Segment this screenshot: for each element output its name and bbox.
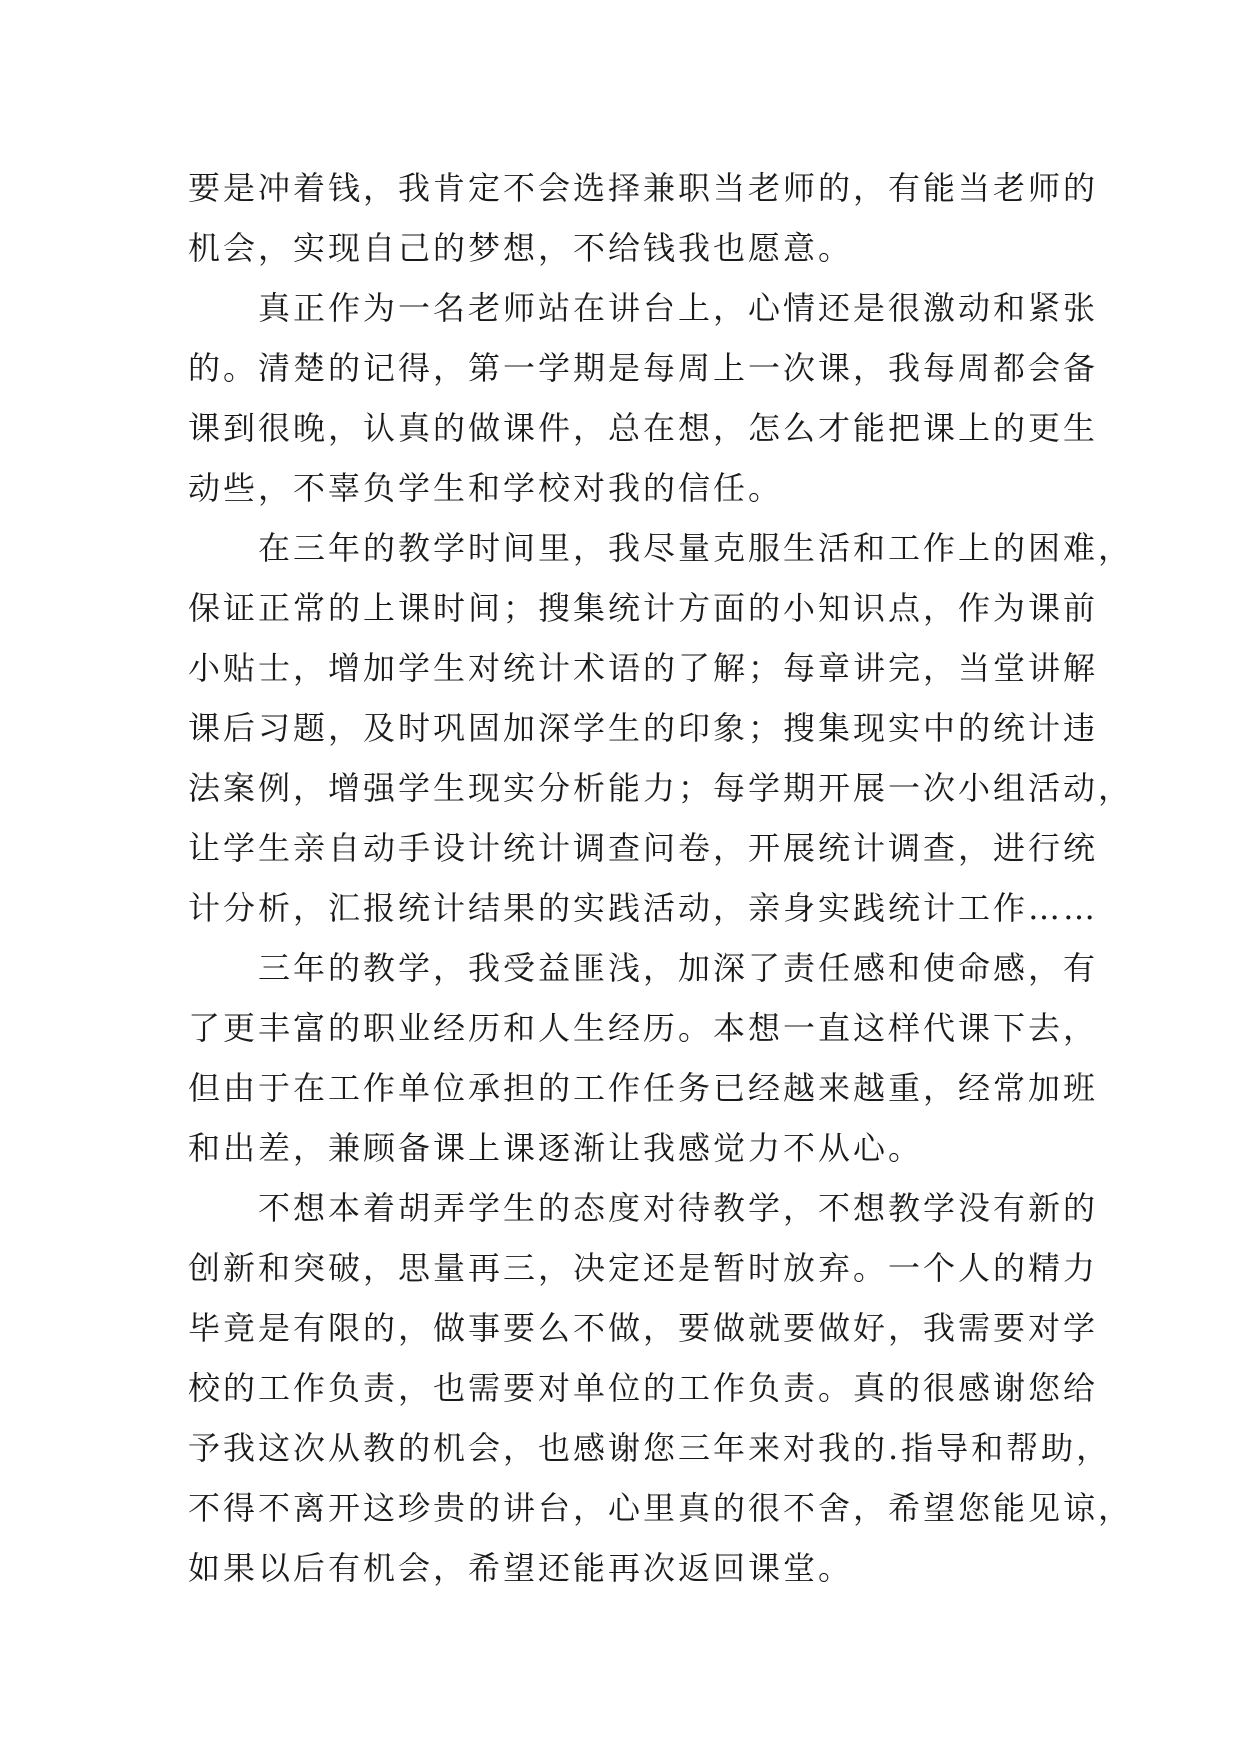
text-line: 动些，不辜负学生和学校对我的信任。 xyxy=(188,469,784,507)
text-line: 和出差，兼顾备课上课逐渐让我感觉力不从心。 xyxy=(188,1129,924,1167)
paragraph-start-line: 不想本着胡弄学生的态度对待教学，不想教学没有新的 xyxy=(258,1189,1099,1227)
text-line: 的。清楚的记得，第一学期是每周上一次课，我每周都会备 xyxy=(188,349,1099,387)
text-line: 保证正常的上课时间；搜集统计方面的小知识点，作为课前 xyxy=(188,589,1099,627)
paragraph-start-line: 真正作为一名老师站在讲台上，心情还是很激动和紧张 xyxy=(258,289,1099,327)
text-line: 校的工作负责，也需要对单位的工作负责。真的很感谢您给 xyxy=(188,1369,1099,1407)
text-line: 要是冲着钱，我肯定不会选择兼职当老师的，有能当老师的 xyxy=(188,169,1099,207)
text-line: 了更丰富的职业经历和人生经历。本想一直这样代课下去， xyxy=(188,1009,1099,1047)
text-line: 如果以后有机会，希望还能再次返回课堂。 xyxy=(188,1549,854,1587)
text-line: 毕竟是有限的，做事要么不做，要做就要做好，我需要对学 xyxy=(188,1309,1099,1347)
text-line: 小贴士，增加学生对统计术语的了解；每章讲完，当堂讲解 xyxy=(188,649,1099,687)
document-body xyxy=(188,158,1134,1598)
text-line: 课后习题，及时巩固加深学生的印象；搜集现实中的统计违 xyxy=(188,709,1099,747)
text-line: 不得不离开这珍贵的讲台，心里真的很不舍，希望您能见谅， xyxy=(188,1489,1134,1527)
text-line: 予我这次从教的机会，也感谢您三年来对我的.指导和帮助， xyxy=(188,1429,1112,1467)
text-line: 让学生亲自动手设计统计调查问卷，开展统计调查，进行统 xyxy=(188,829,1099,867)
paragraph-start-line: 三年的教学，我受益匪浅，加深了责任感和使命感，有 xyxy=(258,949,1099,987)
text-line: 机会，实现自己的梦想，不给钱我也愿意。 xyxy=(188,229,854,267)
text-line: 创新和突破，思量再三，决定还是暂时放弃。一个人的精力 xyxy=(188,1249,1099,1287)
paragraph-start-line: 在三年的教学时间里，我尽量克服生活和工作上的困难， xyxy=(258,529,1134,567)
text-line: 计分析，汇报统计结果的实践活动，亲身实践统计工作…… xyxy=(188,889,1099,927)
text-line: 法案例，增强学生现实分析能力；每学期开展一次小组活动， xyxy=(188,769,1134,807)
text-line: 但由于在工作单位承担的工作任务已经越来越重，经常加班 xyxy=(188,1069,1099,1107)
text-line: 课到很晚，认真的做课件，总在想，怎么才能把课上的更生 xyxy=(188,409,1099,447)
